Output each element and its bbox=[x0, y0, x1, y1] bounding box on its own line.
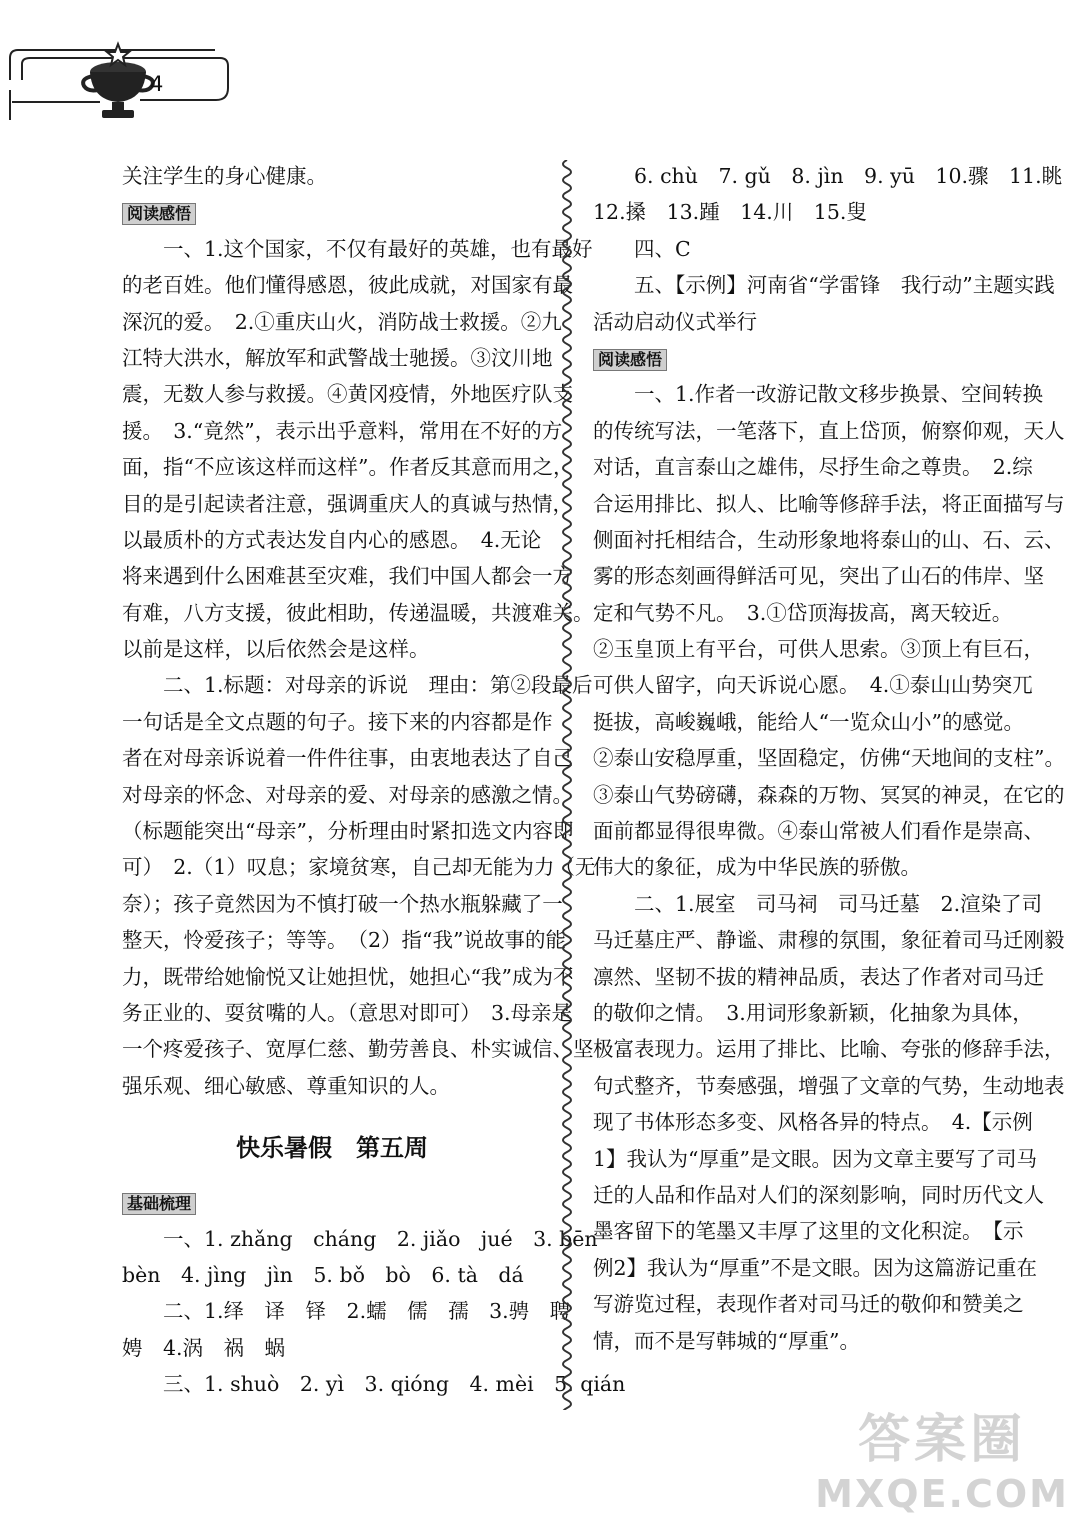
text-line: 力，既带给她愉悦又让她担忧，她担心“我”成为不 bbox=[122, 964, 574, 989]
section-tag-reading: 阅读感悟 bbox=[593, 349, 667, 371]
text-line: 有难，八方支援，彼此相助，传递温暖，共渡难关。 bbox=[122, 600, 594, 625]
text-line: 以最质朴的方式表达发自内心的感恩。 4.无论 bbox=[122, 527, 542, 552]
text-line: 墨客留下的笔墨又丰厚了这里的文化积淀。 【示 bbox=[593, 1219, 1024, 1244]
text-line: 面，指“不应该这样而这样”。作者反其意而用之， bbox=[122, 455, 574, 480]
text-line: ②玉皇顶上有平台，可供人思索。③顶上有巨石， bbox=[593, 637, 1044, 662]
text-line: 的老百姓。他们懂得感恩，彼此成就，对国家有最 bbox=[122, 273, 573, 298]
text-line: 二、1.绎 译 铎 2.蠕 儒 孺 3.骋 聘 bbox=[163, 1299, 571, 1324]
text-line: 一、1. zhǎng cháng 2. jiǎo jué 3. bēn bbox=[163, 1226, 598, 1251]
text-line: 深沉的爱。 2.①重庆山火，消防战士救援。②九 bbox=[122, 309, 562, 334]
text-line: 二、1.标题：对母亲的诉说 理由：第②段最后 bbox=[163, 673, 593, 698]
text-line: 活动启动仪式举行 bbox=[593, 309, 757, 334]
text-line: 援。 3.“竟然”，表示出乎意料，常用在不好的方 bbox=[122, 418, 563, 443]
text-line: 一句话是全文点题的句子。接下来的内容都是作 bbox=[122, 709, 553, 734]
text-line: 可供人留字，向天诉说心愿。 4.①泰山山势突兀 bbox=[593, 673, 1033, 698]
text-line: 三、1. shuò 2. yì 3. qióng 4. mèi 5. qián bbox=[163, 1372, 626, 1397]
text-line: 情，而不是写韩城的“厚重”。 bbox=[593, 1328, 860, 1353]
text-line: 娉 4.涡 祸 蜗 bbox=[122, 1335, 286, 1360]
text-line: 将来遇到什么困难甚至灾难，我们中国人都会一方 bbox=[122, 564, 573, 589]
text-line: 震，无数人参与救援。④黄冈疫情，外地医疗队支 bbox=[122, 382, 573, 407]
section-tag-basic: 基础梳理 bbox=[122, 1193, 196, 1215]
text-line: 句式整齐，节奏感强，增强了文章的气势，生动地表 bbox=[593, 1073, 1065, 1098]
text-line: ③泰山气势磅礴，森森的万物、冥冥的神灵，在它的 bbox=[593, 782, 1065, 807]
text-line: 对话，直言泰山之雄伟，尽抒生命之尊贵。 2.综 bbox=[593, 455, 1033, 480]
section-tag-reading: 阅读感悟 bbox=[122, 203, 196, 225]
text-line: 侧面衬托相结合，生动形象地将泰山的山、石、云、 bbox=[593, 527, 1065, 552]
text-line: 面前都显得很卑微。④泰山常被人们看作是崇高、 bbox=[593, 819, 1044, 844]
text-line: ②泰山安稳厚重，坚固稳定，仿佛“天地间的支柱”。 bbox=[593, 746, 1065, 771]
text-line: 极富表现力。运用了排比、比喻、夸张的修辞手法， bbox=[593, 1037, 1065, 1062]
text-line: 现了书体形态多变、风格各异的特点。 4.【示例 bbox=[593, 1110, 1033, 1135]
text-line: 挺拔，高峻巍峨，能给人“一览众山小”的感觉。 bbox=[593, 709, 1024, 734]
trophy-icon bbox=[83, 44, 153, 118]
text-line: 合运用排比、拟人、比喻等修辞手法，将正面描写与 bbox=[593, 491, 1065, 516]
text-line: 整天，怜爱孩子；等等。 （2）指“我”说故事的能 bbox=[122, 928, 567, 953]
watermark-text: 答案圈 bbox=[858, 1410, 1027, 1470]
text-line: 二、1.展室 司马祠 司马迁墓 2.渲染了司 bbox=[634, 891, 1043, 916]
text-line: 强乐观、细心敏感、尊重知识的人。 bbox=[122, 1073, 450, 1098]
column-divider bbox=[555, 160, 579, 1410]
week-title: 快乐暑假 第五周 bbox=[236, 1134, 428, 1163]
text-line: 凛然、坚韧不拔的精神品质，表达了作者对司马迁 bbox=[593, 964, 1044, 989]
left-column bbox=[122, 158, 626, 1403]
text-line: 可） 2.（1）叹息；家境贫寒，自己却无能为力（无 bbox=[122, 855, 596, 880]
trophy-header-graphic bbox=[0, 40, 240, 120]
text-line: 伟大的象征，成为中华民族的骄傲。 bbox=[593, 855, 921, 880]
text-line: 者在对母亲诉说着一件件往事，由衷地表达了自己 bbox=[122, 746, 573, 771]
page-number: 4 bbox=[150, 72, 164, 96]
text-line: 江特大洪水，解放军和武警战士驰援。③汶川地 bbox=[122, 345, 553, 370]
text-line: 迁的人品和作品对人们的深刻影响，同时历代文人 bbox=[593, 1182, 1044, 1207]
text-line: 务正业的、耍贫嘴的人。（意思对即可） 3.母亲是 bbox=[122, 1000, 573, 1025]
text-line: 的传统写法，一笔落下，直上岱顶，俯察仰观，天人 bbox=[593, 418, 1065, 443]
text-line: 12.搡 13.踵 14.川 15.叟 bbox=[593, 200, 867, 225]
text-line: 写游览过程，表现作者对司马迁的敬仰和赞美之 bbox=[593, 1292, 1024, 1317]
text-line: 一、1.这个国家，不仅有最好的英雄，也有最好 bbox=[163, 236, 593, 261]
watermark-domain: MXQE.COM bbox=[815, 1472, 1069, 1516]
text-line: 对母亲的怀念、对母亲的爱、对母亲的感激之情。 bbox=[122, 782, 573, 807]
text-line: 奈）；孩子竟然因为不慎打破一个热水瓶躲藏了一 bbox=[122, 891, 563, 916]
right-column bbox=[593, 158, 1065, 1359]
text-line: 例2】我认为“厚重”不是文眼。因为这篇游记重在 bbox=[593, 1255, 1038, 1280]
text-line: 一个疼爱孩子、宽厚仁慈、勤劳善良、朴实诚信、坚 bbox=[122, 1037, 594, 1062]
text-line: 关注学生的身心健康。 bbox=[122, 164, 327, 188]
text-line: 马迁墓庄严、静谧、肃穆的氛围，象征着司马迁刚毅 bbox=[593, 928, 1065, 953]
text-line: 五、【示例】河南省“学雷锋 我行动”主题实践 bbox=[634, 273, 1055, 298]
text-line: bèn 4. jìng jìn 5. bǒ bò 6. tà dá bbox=[122, 1262, 524, 1287]
text-line: （标题能突出“母亲”，分析理由时紧扣选文内容即 bbox=[122, 819, 574, 844]
text-line: 1】我认为“厚重”是文眼。因为文章主要写了司马 bbox=[593, 1146, 1038, 1171]
text-line: 目的是引起读者注意，强调重庆人的真诚与热情， bbox=[122, 491, 573, 516]
text-line: 一、1.作者一改游记散文移步换景、空间转换 bbox=[634, 382, 1044, 407]
text-line: 四、C bbox=[634, 236, 691, 261]
text-line: 的敬仰之情。 3.用词形象新颖，化抽象为具体， bbox=[593, 1000, 1033, 1025]
text-line: 定和气势不凡。 3.①岱顶海拔高，离天较近。 bbox=[593, 600, 1013, 625]
text-line: 以前是这样，以后依然会是这样。 bbox=[122, 637, 430, 662]
watermark-logo bbox=[815, 1397, 1069, 1516]
text-line: 6. chù 7. gǔ 8. jìn 9. yū 10.骤 11.眺 bbox=[634, 164, 1063, 188]
text-line: 雾的形态刻画得鲜活可见，突出了山石的伟岸、坚 bbox=[593, 564, 1044, 589]
